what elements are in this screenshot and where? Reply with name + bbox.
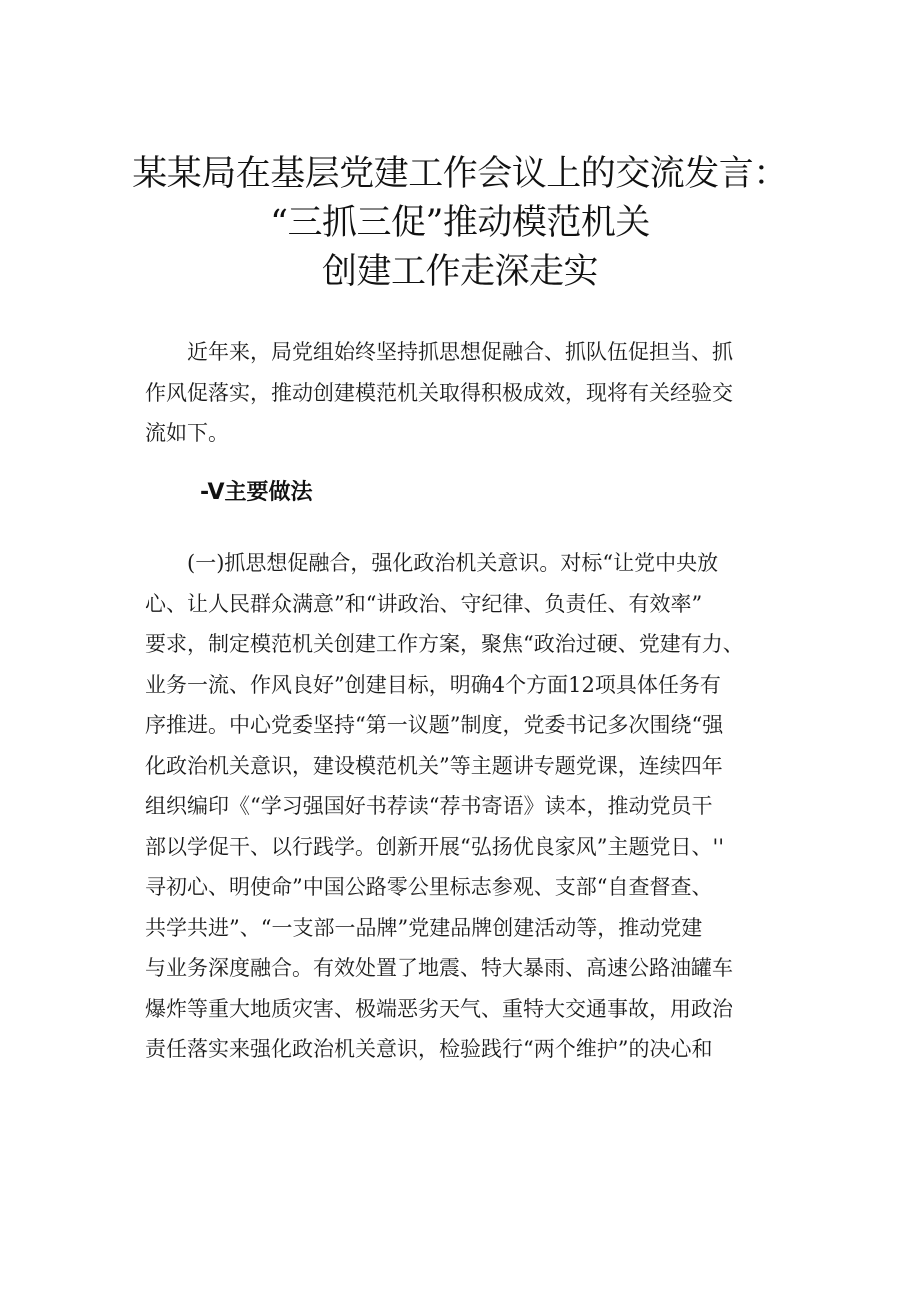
paragraph-line-7: 组织编印《“学习强国好书荐读“荐书寄语》读本，推动党员干 [145,794,713,818]
paragraph-line-12: 爆炸等重大地质灾害、极端恶劣天气、重特大交通事故，用政治 [145,996,733,1021]
paragraph-line-13: 责任落实来强化政治机关意识，检验践行“两个维护”的决心和 [145,1037,713,1061]
paragraph-line-2: 心、让人民群众满意”和“讲政治、守纪律、负责任、有效率” [145,591,703,616]
intro-line-3: 流如下。 [145,421,229,445]
paragraph-line-3: 要求，制定模范机关创建工作方案，聚焦“政治过硬、党建有力、 [145,632,744,656]
intro-line-2: 作风促落实，推动创建模范机关取得积极成效，现将有关经验交 [145,380,733,405]
paragraph-line-1: (一)抓思想促融合，强化政治机关意识。对标“让党中央放 [145,551,719,575]
paragraph-line-9: 寻初心、明使命”中国公路零公里标志参观、支部“自查督查、 [145,875,713,899]
section-heading: -V主要做法 [200,480,313,505]
paragraph-line-10: 共学共进”、“一支部一品牌”党建品牌创建活动等，推动党建 [145,915,703,940]
paragraph-line-5: 序推进。中心党委坚持“第一议题”制度，党委书记多次围绕“强 [145,713,724,737]
paragraph-line-6: 化政治机关意识，建设模范机关”等主题讲专题党课，连续四年 [145,753,723,778]
document-title [100,150,820,297]
title-line-1: 某某局在基层党建工作会议上的交流发言： [132,154,788,194]
title-line-2: “三抓三促”推动模范机关 [270,203,650,243]
paragraph-line-8: 部以学促干、以行践学。创新开展“弘扬优良家风”主题党日、'' [145,834,725,859]
paragraph-line-4: 业务一流、作风良好”创建目标，明确4个方面12项具体任务有 [145,672,721,697]
intro-line-1: 近年来，局党组始终坚持抓思想促融合、抓队伍促担当、抓 [145,340,733,364]
paragraph-1 [145,543,805,1070]
title-line-3: 创建工作走深走实 [321,252,598,292]
intro-paragraph [145,332,805,454]
paragraph-line-11: 与业务深度融合。有效处置了地震、特大暴雨、高速公路油罐车 [145,956,733,980]
